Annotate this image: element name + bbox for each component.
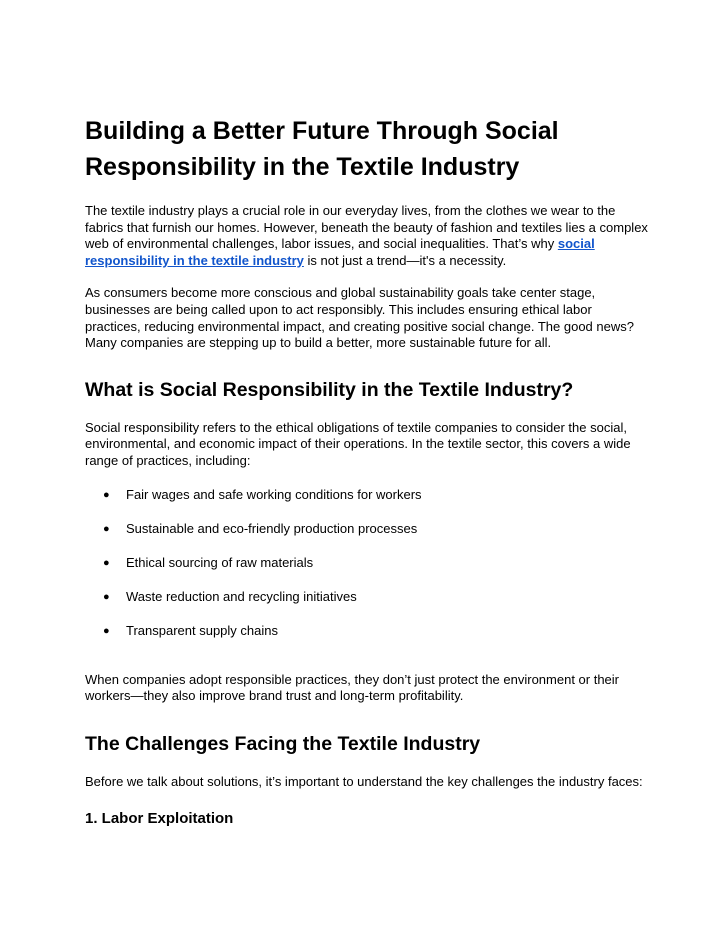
list-item [85,555,648,572]
practices-list [85,487,648,640]
list-item [85,521,648,538]
document-title: Building a Better Future Through Social Responsibility in the Textile Industry [85,117,559,181]
intro-text-before-link: The textile industry plays a crucial role in our everyday lives, from the clothes we wear to the fabrics that furnish our homes. However, beneath the beauty of fashion and textiles lies a complex web of environmental challenges, labor issues, and social inequalities. That’s why [85,203,648,252]
bullet-icon: ● [103,590,110,603]
list-item-text: Ethical sourcing of raw materials [126,554,314,570]
challenges-intro-paragraph: Before we talk about solutions, it’s important to understand the key challenges the industry faces: [85,773,643,789]
adoption-paragraph: When companies adopt responsible practices, they don’t just protect the environment or their workers—they also improve brand trust and long-term profitability. [85,671,620,704]
bullet-icon: ● [103,624,110,637]
list-item-text: Fair wages and safe working conditions for workers [126,486,422,502]
bullet-icon: ● [103,522,110,535]
subheading-labor-exploitation: 1. Labor Exploitation [85,810,234,828]
list-item [85,487,648,504]
intro-paragraph-1 [85,203,648,269]
list-item-text: Sustainable and eco-friendly production processes [126,520,418,536]
definition-paragraph: Social responsibility refers to the ethical obligations of textile companies to consider the social, environmental, and economic impact of their operations. In the textile sector, this covers a wide range of practices, including: [85,419,631,468]
list-item [85,589,648,606]
bullet-icon: ● [103,488,110,501]
list-item-text: Transparent supply chains [126,622,278,638]
social-responsibility-link[interactable]: social responsibility in the textile industry [85,236,595,268]
list-item-text: Waste reduction and recycling initiatives [126,588,357,604]
section-heading-what-is: What is Social Responsibility in the Textile Industry? [85,378,574,401]
intro-paragraph-2: As consumers become more conscious and global sustainability goals take center stage, businesses are being called upon to act responsibly. This includes ensuring ethical labor practices, reducing environmental impact, and creating positive social change. The good news? Many companies are stepping up to build a better, more sustainable future for all. [85,285,634,351]
bullet-icon: ● [103,556,110,569]
list-item [85,623,648,640]
intro-text-after-link: is not just a trend—it's a necessity. [303,252,507,268]
section-heading-challenges: The Challenges Facing the Textile Industry [85,732,481,755]
